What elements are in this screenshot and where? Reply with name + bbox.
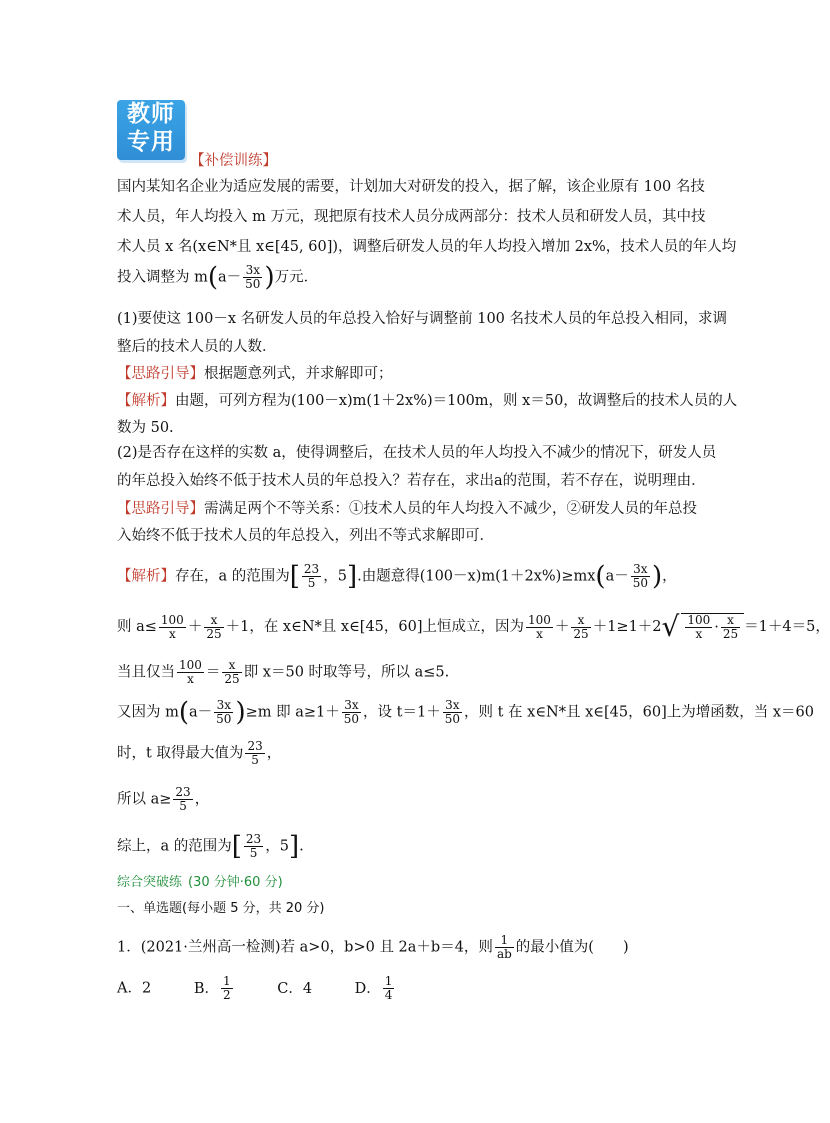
badge-line-2: 专用 bbox=[127, 129, 175, 155]
mcq-1-options bbox=[117, 975, 396, 1002]
problem-line-3: 术人员 x 名(x∈N*且 x∈[45, 60])，调整后研发人员的年人均投入增加 2x%，技术人员的年人均 bbox=[117, 239, 737, 255]
solution-1-line-1: 【解析】由题，可列方程为(100－x)m(1＋2x%)＝100m，则 x＝50，故调整后的技术人员的人 bbox=[117, 393, 738, 409]
hint-tag: 【思路引导】 bbox=[117, 501, 204, 517]
hint-tag: 【思路引导】 bbox=[117, 366, 204, 382]
practice-heading bbox=[117, 872, 283, 894]
fraction: $\frac{3x}{50}$ bbox=[245, 263, 261, 291]
option-a[interactable]: A．2 bbox=[117, 980, 152, 997]
solution-tag: 【解析】 bbox=[117, 568, 175, 585]
solution-1-line-2: 数为 50. bbox=[117, 420, 174, 436]
question-2-line-1: (2)是否存在这样的实数 a，使得调整后，在技术人员的年人均投入不减少的情况下，研发人员 bbox=[117, 445, 717, 461]
solution-2-line-1: 【解析】存在，a 的范围为[ $\frac{23}{5}$ ，5].由题意得(100－x)m(1＋2x%)≥mx(a－ $\frac{3x}{50}$ )， bbox=[117, 561, 677, 592]
badge-line-1: 教师 bbox=[127, 101, 175, 127]
option-d[interactable]: D． $\frac{1}{4}$ bbox=[354, 974, 393, 1002]
part-1-heading: 一、单选题(每小题 5 分，共 20 分) bbox=[117, 901, 325, 916]
option-b[interactable]: B． $\frac{1}{2}$ bbox=[193, 974, 231, 1002]
teacher-only-badge bbox=[117, 100, 185, 160]
practice-time: (30 分钟·60 分) bbox=[188, 875, 283, 890]
practice-title: 综合突破练 bbox=[117, 875, 183, 890]
solution-2-line-4: 又因为 m(a－ $\frac{3x}{50}$ )≥m 即 a≥1＋ $\frac{3x}{50}$ ，设 t＝1＋ $\frac{3x}{50}$ ，则 t 在 x∈N*且 x∈[45，60]上为增函数，当 x＝60 bbox=[117, 697, 814, 728]
solution-2-line-3: 当且仅当 $\frac{100}{x}$ ＝ $\frac{x}{25}$ 即 x＝50 时取等号，所以 a≤5. bbox=[117, 658, 450, 686]
hint-1: 【思路引导】根据题意列式，并求解即可； bbox=[117, 366, 393, 382]
question-1-line-1: (1)要使这 100－x 名研发人员的年总投入恰好与调整前 100 名技术人员的年总投入相同，求调 bbox=[117, 311, 728, 327]
problem-line-4: 投入调整为 m(a－ $\frac{3x}{50}$ )万元． bbox=[117, 262, 319, 293]
solution-2-line-2: 则 a≤ $\frac{100}{x}$ ＋ $\frac{x}{25}$ ＋1，在 x∈N*且 x∈[45，60]上恒成立，因为 $\frac{100}{x}$ ＋ $\frac{x}{25}$ ＋1≥1＋2√ $\frac{100}{x}$ · $\frac{x}{25}$ ＝1＋4＝5， bbox=[117, 610, 830, 643]
section-title: 【补偿训练】 bbox=[190, 153, 277, 169]
option-c[interactable]: C．4 bbox=[277, 980, 313, 997]
question-2-line-2: 的年总投入始终不低于技术人员的年总投入？若存在，求出a的范围，若不存在，说明理由． bbox=[117, 473, 706, 489]
problem-line-1: 国内某知名企业为适应发展的需要，计划加大对研发的投入，据了解，该企业原有 100 名技 bbox=[117, 179, 705, 195]
question-1-line-2: 整后的技术人员的人数． bbox=[117, 339, 277, 355]
hint-2-line-1: 【思路引导】需满足两个不等关系：①技术人员的年人均投入不减少，②研发人员的年总投 bbox=[117, 501, 697, 517]
solution-2-line-5: 时，t 取得最大值为 $\frac{23}{5}$ ， bbox=[117, 739, 282, 767]
solution-2-line-7: 综上，a 的范围为[ $\frac{23}{5}$ ，5]. bbox=[117, 831, 304, 862]
problem-line-2: 术人员，年人均投入 m 万元，现把原有技术人员分成两部分：技术人员和研发人员，其中技 bbox=[117, 209, 706, 225]
solution-2-line-6: 所以 a≥ $\frac{23}{5}$ ， bbox=[117, 785, 210, 813]
solution-tag: 【解析】 bbox=[117, 393, 175, 409]
mcq-1-stem: 1．(2021·兰州高一检测)若 a>0，b>0 且 2a＋b＝4，则 $\frac{1}{ab}$ 的最小值为( ) bbox=[117, 933, 629, 961]
hint-2-line-2: 入始终不低于技术人员的年总投入，列出不等式求解即可． bbox=[117, 528, 494, 544]
